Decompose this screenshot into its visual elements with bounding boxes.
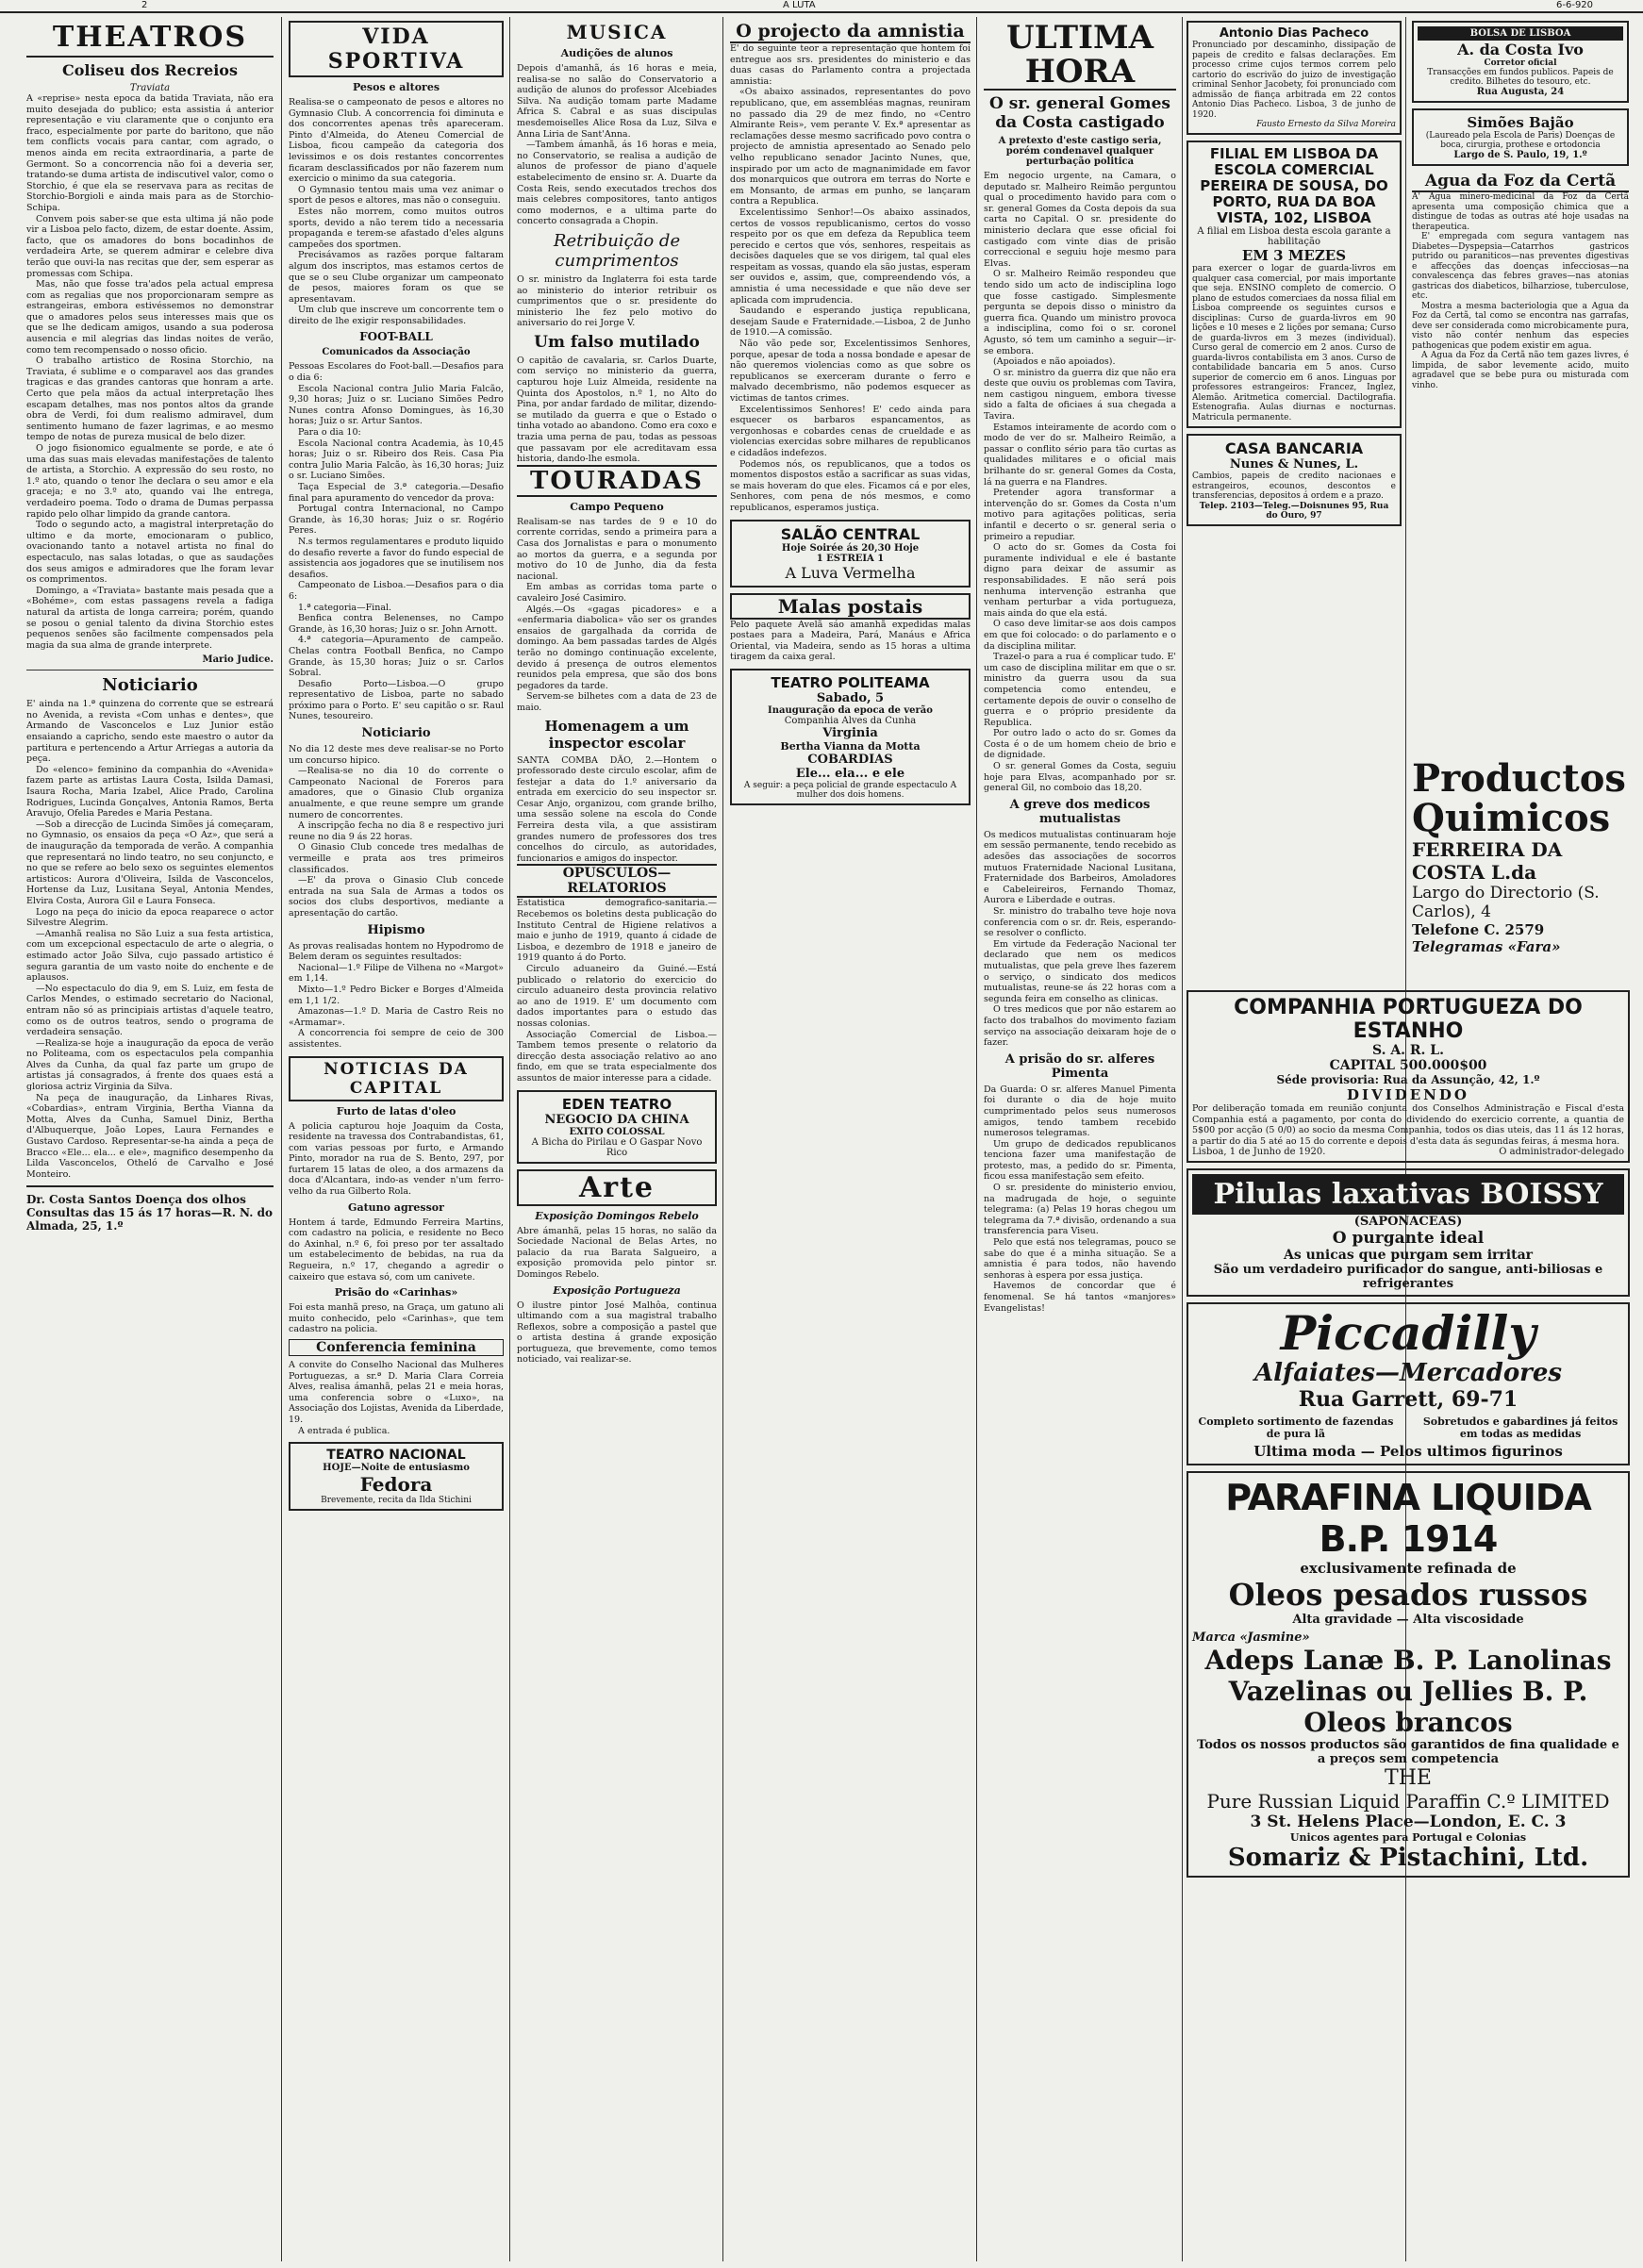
paragraph: 4.ª categoria—Apuramento de campeão. Chelas contra Football Benfica, no Campo Grande, às 15,30 horas; Juiz o sr. Carlos Sobral. bbox=[289, 635, 504, 679]
ad-text: Unicos agentes para Portugal e Colonias bbox=[1289, 1831, 1527, 1845]
ad-text: (Laureado pela Escola de Paris) Doenças de boca, cirurgia, prothese e ortodoncia bbox=[1425, 131, 1616, 150]
heading: O projecto da amnistia bbox=[730, 21, 971, 43]
paragraph: Na peça de inauguração, da Linhares Rivas, «Cobardias», entram Virginia, Bertha Vianna da Motta, Alves da Cunha, Samuel Diniz, Bertha d'Albuquerque, João Lopes, Laura Fernandes e Gustavo Cardoso. Representar-se-ha ainda a peça de Bracco «Ele... ela... e ele», magnifico desempenho da Lilda Vasconcelos, Otheló de Carvalho e José Monteiro. bbox=[26, 1092, 274, 1180]
ad-subtitle: A filial em Lisboa desta escola garante a habilitação bbox=[1197, 226, 1391, 247]
ad-text: Todos os nossos productos são garantidos de fina qualidade e a preços sem competencia bbox=[1197, 1738, 1619, 1767]
ad-title: EDEN TEATRO bbox=[561, 1095, 672, 1113]
paragraph: Para o dia 10: bbox=[298, 427, 361, 439]
ad-brand: Marca «Jasmine» bbox=[1192, 1631, 1310, 1646]
ad-text: Transacções em fundos publicos. Papeis de credito. Bilhetes do tesouro, etc. bbox=[1427, 68, 1614, 87]
column-ads-left bbox=[1187, 21, 1402, 898]
ad-text: Pronunciado por descaminho, dissipação de papeis de credito e falsas declarações. Em processo crime cujos termos correm pelo cartorio do escrivão do juizo de investigação criminal Senhor Jacobety, foi pronunciado com admissão de fiança arbitrada em 22 contos Antonio Dias Pacheco. Lisboa, 3 de junho de 1920. bbox=[1192, 41, 1396, 120]
ad-text: Completo sortimento de fazendas de pura lã bbox=[1198, 1415, 1394, 1441]
casa-bancaria-ad bbox=[1187, 434, 1402, 526]
paragraph: O ilustre pintor José Malhôa, continua ultimando com a sua magistral trabalho Reflexos, sobre a composição a pastel que o artista destina á grande exposição portugueza, que brevemente, como temos noticiado, vai realizar-se. bbox=[517, 1300, 717, 1366]
ad-dividend: DIVIDENDO bbox=[1347, 1086, 1469, 1103]
paragraph: «Os abaixo assinados, representantes do povo republicano, que, em assembléas magnas, reuniram no passado dia 29 de mez findo, no «Centro Almirante Reis», vem perante V. Ex.ª apresentar as reclamações desse mesmo sacrificado povo contra o projecto de amnistia apresentado ao Senado pelo velho republicano senador Jacinto Nunes, que, inspirado por um acto de magnanimidade em favor dos monarquicos que outrora em terras do Norte e em Monsanto, de armas em punho, se lançaram contra a Republica. bbox=[730, 87, 971, 207]
column-rule bbox=[976, 17, 977, 2261]
paragraph: Mas, não que fosse tra'ados pela actual empresa com as regalias que nos proporcionaram sempre as estrangeiras, embora estivéssemos no demonstrar que o amadores pelos seus interesses mais que os que se lhe dedicam amigos, usando a sua poderosa ausencia e mil alegrias das lindas noites de verão, como tem recompensado o nosso oficio. bbox=[26, 279, 274, 356]
heading: A prisão do sr. alferes Pimenta bbox=[1004, 1051, 1155, 1081]
ad-play: Virginia bbox=[822, 725, 878, 740]
heading: A greve dos medicos mutualistas bbox=[1009, 797, 1151, 826]
teatro-nacional-ad bbox=[289, 1442, 504, 1511]
ad-title: FILIAL EM LISBOA DA ESCOLA COMERCIAL PEREIRA DE SOUSA, DO PORTO, RUA DA BOA VISTA, 102, LISBOA bbox=[1200, 145, 1388, 226]
paragraph: Realisam-se nas tardes de 9 e 10 do corrente corridas, sendo a primeira para a Casa dos Jornalistas e para o monumento ao mortos da guerra, e a segunda por motivo do 10 de Junho, dia da festa nacional. bbox=[517, 516, 717, 582]
estanho-ad bbox=[1187, 990, 1630, 1163]
paragraph: A convite do Conselho Nacional das Mulheres Portuguezas, a sr.ª D. Maria Clara Correia Alves, realisa ámanhã, pelas 21 e meia horas, uma conferencia sobre o «Luxo», na Associação dos Lojistas, Avenida da Liberdade, 19. bbox=[289, 1360, 504, 1425]
ad-subtitle: EXITO COLOSSAL bbox=[569, 1126, 665, 1137]
paragraph: Saudando e esperando justiça republicana, desejam Saude e Fraternidade.—Lisboa, 2 de Junho de 1910.—A comissão. bbox=[730, 306, 971, 339]
paragraph: E' ainda na 1.ª quinzena do corrente que se estreará no Avenida, a revista «Com unhas e dentes», que Armando de Vasconcelos e Luz Junior estão ensaiando a capricho, sendo este maestro o autor da partitura e pertencendo a Artur Arriegas a autoria da peça. bbox=[26, 699, 274, 765]
paragraph: Pessoas Escolares do Foot-ball.—Desafios para o dia 6: bbox=[289, 361, 504, 384]
ad-title: Piccadilly bbox=[1280, 1305, 1536, 1362]
paragraph: Escola Nacional contra Julio Maria Falcão, 9,30 horas; Juiz o sr. Luciano Simões Pedro Nunes contra Afonso Domingues, às 16,30 horas; Juiz o sr. Artur Santos. bbox=[289, 383, 504, 427]
ad-text: THE bbox=[1385, 1766, 1432, 1791]
politeama-ad bbox=[730, 669, 971, 805]
ad-subtitle: (SAPONACEAS) bbox=[1353, 1215, 1463, 1230]
subheading: Exposição Portugueza bbox=[553, 1283, 681, 1297]
ad-capital: CAPITAL 500.000$00 bbox=[1329, 1058, 1487, 1073]
paragraph: No dia 12 deste mes deve realisar-se no Porto um concurso hipico. bbox=[289, 744, 504, 766]
paragraph: SANTA COMBA DÃO, 2.—Hontem o professorado deste circulo escolar, afim de festejar a data do 1.º aniversario da entrada em exercicio do seu inspector sr. Cesar Anjo, organizou, com grande brilho, uma sessão solene na escola do Conde Ferreira desta vila, a que assistiram grandes numero de professores dos tres concelhos do circulo, as autoridades, funcionarios e amigos do inspector. bbox=[517, 754, 717, 864]
paragraph: Podemos nós, os republicanos, que a todos os momentos dispostos estão a sacrificar as suas vidas, se mais hoveram do que eles. Ficamos cá e por eles, Senhores, com pena de nós mesmos, e como republicanos, esperamos justiça. bbox=[730, 458, 971, 513]
ad-subtitle: Hoje Soirée ás 20,30 Hoje bbox=[781, 542, 920, 554]
ad-title: TEATRO NACIONAL bbox=[326, 1448, 466, 1464]
ad-subtitle: Sabado, 5 bbox=[816, 690, 885, 705]
paragraph: —Realiza-se hoje a inauguração da epoca de verão no Politeama, com os espectaculos pela companhia Alves da Cunha, da qual faz parte um grupo de artistas já consagrados, á frente dos quaes está a gloriosa actriz Virginia da Silva. bbox=[26, 1037, 274, 1093]
paragraph: Pelo paquete Avelã sáo amanhã expedidas malas postaes para a Madeira, Pará, Manáus e Africa Oriental, via Madeira, sendo as 15 horas a ultima tiragem da caixa geral. bbox=[730, 619, 971, 663]
parafina-ad bbox=[1187, 1471, 1630, 1878]
top-strip bbox=[0, 0, 1643, 13]
eden-teatro-ad bbox=[517, 1090, 717, 1164]
paragraph: Depois d'amanhã, ás 16 horas e meia, realisa-se no salão do Conservatorio a audição de alunos do professor Alcebiades Silva. Na audição tomam parte Madame Africa S. Cabral e as suas discipulas mesdemoiselles Alice Rosa da Luz, Silva e Anna Liria de Sant'Anna. bbox=[517, 63, 717, 140]
paragraph: Convem pois saber-se que esta ultima já não pode vir a Lisboa pelo facto, dizem, de estar doente. Assim, facto, que os amadores do bons bocadinhos de verdadeira Arte, se querem admirar e celebre diva terão que ouvi-la nas recitas que der, sem esperar as promessas com Schipa. bbox=[26, 213, 274, 279]
column-musica bbox=[517, 21, 717, 2256]
paragraph: O acto do sr. Gomes da Costa foi puramente individual e ele é bastante digno para deixar de assumir as responsabilidades. E não será pois nenhuma intervenção estranha que venham perturbar a vida portugueza, mais ainda do que ela está. bbox=[984, 542, 1176, 619]
ad-big: EM 3 MEZES bbox=[1241, 247, 1347, 264]
ad-title: Productos Quimicos bbox=[1412, 759, 1626, 840]
ad-subtitle: exclusivamente refinada de bbox=[1300, 1560, 1517, 1578]
subheading: Furto de latas d'oleo bbox=[336, 1104, 456, 1117]
piccadilly-ad bbox=[1187, 1302, 1630, 1465]
paragraph: Do «elenco» feminino da companhia do «Avenida» fazem parte as artistas Laura Costa, Isilda Damasi, Isaura Rocha, Maria Izabel, Alice Prado, Carolina Rodrigues, Lucinda Gonçalves, Antonia Ramos, Berta Aravujo, Ofelia Paredes e Maria Pestana. bbox=[26, 764, 274, 819]
column-rule bbox=[1182, 17, 1183, 2261]
ad-film: A Luva Vermelha bbox=[785, 563, 916, 582]
paragraph: O sr. presidente do ministerio enviou, na madrugada de hoje, o seguinte telegrama: (a) Pelas 19 horas chegou um telegrama da 7.ª divisão, ordenando a sua transferencia para Viseu. bbox=[984, 1183, 1176, 1237]
paragraph: Trazel-o para a rua é complicar tudo. E' um caso de disciplina militar em que o sr. ministro da guerra usou da sua competencia como entendeu, e certamente depois de ouvir o conselho de guerra e o próprio presidente da Republica. bbox=[984, 652, 1176, 728]
heading: Um falso mutilado bbox=[534, 332, 700, 352]
paragraph: Pelo que está nos telegramas, pouco se sabe do que é a minha situação. Se a amnistia é para todos, não havendo senhoras à espera por essa justiça. bbox=[984, 1237, 1176, 1281]
paragraph: A policia capturou hoje Joaquim da Costa, residente na travessa dos Contrabandistas, 61, com varias pessoas por furto, e Armando Pinto, morador na rua de S. Bento, 297, por furtarem 15 latas de oleo, a dos armazens da doca d'Alcantara, indo-as vender n'um ferro-velho da rua Gilberto Rola. bbox=[289, 1120, 504, 1198]
pacheco-notice bbox=[1187, 21, 1402, 135]
paragraph: E' do seguinte teor a representação que hontem foi entregue aos srs. presidentes do ministerio e das duas casas do Parlamento contra a projectada amnistia: bbox=[730, 43, 971, 87]
ad-text: para exercer o logar de guarda-livros em qualquer casa comercial, por mais importante que seja. ENSINO completo de comercio. O plano de estudos comerciaes da nossa filial em Lisboa compreende os seguintes cursos e disciplinas: Curso de guarda-livros em 90 lições e 10 meses e 2 lições por semana; Curso de guarda-livros em 3 mezes (individual). Curso geral de comercio em 2 anos. Curso de guarda-livros contabilista em 3 anos. Curso de contabilidade bancaria em 5 anos. Curso superior de comercio em 6 anos. Linguas por professores estrangeiros: Francez, Inglez, Alemão. Aritmetica comercial. Dactilografia. Estenografia. Aulas diurnas e nocturnas. Matricula permanente. bbox=[1192, 264, 1396, 422]
ad-text: Por deliberação tomada em reunião conjunta dos Conselhos Administração e Fiscal d'esta Companhia está a pagamento, por conta do dividendo do exercicio corrente, a quantia de 5$00 por acção (5 0/0) ao socio da mesma Companhia, todos os dias uteis, das 11 ás 12 horas, a partir do dia 5 até ao 15 do corrente e depois d'esta data ás segundas feiras, á mesma hora. bbox=[1192, 1103, 1624, 1147]
subheading: Pesos e altores bbox=[352, 81, 440, 93]
ad-line: Adeps Lanæ B. P. Lanolinas bbox=[1204, 1645, 1612, 1677]
heading: O sr. general Gomes da Costa castigado bbox=[989, 94, 1170, 132]
heading: Malas postais bbox=[730, 593, 971, 620]
ad-name: A. da Costa Ivo bbox=[1457, 41, 1584, 58]
ad-text: Alta gravidade — Alta viscosidade bbox=[1292, 1613, 1524, 1628]
paragraph: Um club que inscreve um concorrente tem o direito de lhe exigir responsabilidades. bbox=[289, 305, 504, 326]
paragraph: O caso deve limitar-se aos dois campos em que foi colocado: o do parlamento e o da disciplina militar. bbox=[984, 619, 1176, 652]
traviata-subtitle: Traviata bbox=[129, 83, 171, 93]
section-title-musica: MUSICA bbox=[566, 21, 668, 43]
page-number: 2 bbox=[141, 0, 148, 10]
ad-play: Fedora bbox=[359, 1473, 433, 1497]
paragraph: —E' da prova o Ginasio Club concede entrada na sua Sala de Armas a todos os socios dos clubs desportivos, mediante a apresentação do cartão. bbox=[289, 875, 504, 919]
paragraph: O sr. ministro da guerra diz que não era deste que ouviu os problemas com Tavira, nem castigou ninguem, embora tivesse sido a falta de oficiaes á sua chegada a Tavira. bbox=[984, 367, 1176, 422]
paragraph: A «reprise» nesta epoca da batida Traviata, não era muito desejada do publico; esta assistia á anterior representação e viu claramente que o conjunto era fraco, especialmente por parte do baritono, que não tem conflicts vocais para cantar, com agrado, o menos ainda em recita extraordinaria, a parte de Germont. So a concorrencia não foi a deveria ser, tratando-se duma artista de indiscutivel valor, como o Storchio, é que ela se reservava para as recitas de Storchio-Borgioli e ainda mais para as de Storchio-Schipa. bbox=[26, 93, 274, 213]
paragraph: A inscripção fecha no dia 8 e respectivo juri reune no dia 9 ás 22 horas. bbox=[289, 820, 504, 842]
ad-title: TEATRO POLITEAMA bbox=[771, 673, 930, 691]
paragraph: Taça Especial de 3.ª categoria.—Desafio final para apuramento do vencedor da prova: bbox=[289, 482, 504, 504]
paragraph: Em negocio urgente, na Camara, o deputado sr. Malheiro Reimão perguntou qual o procedimento havido para com o sr. general Gomes da Costa depois da sua carta no Capital. O sr. presidente do ministerio declara que esse oficial foi castigado com vinte dias de prisão correccional e seguiu hoje mesmo para Elvas. bbox=[984, 171, 1176, 269]
paragraph: Precisávamos as razões porque faltaram algum dos inscriptos, mas estamos certos de que se o seu Clube organizar um campeonato de pesos, maiores foram os que se apresentavam. bbox=[289, 250, 504, 305]
ad-address: Rua Augusta, 24 bbox=[1476, 87, 1565, 97]
paragraph: Servem-se bilhetes com a data de 23 de maio. bbox=[517, 691, 717, 713]
paragraph: Associação Comercial de Lisboa.—Tambem temos presente o relatorio da direcção desta associação relativo ao ano findo, em que se trata especialmente dos assuntos de maior interesse para a cidade. bbox=[517, 1029, 717, 1084]
bolsa-ad bbox=[1412, 21, 1629, 103]
ad-text: Sobretudos e gabardines já feitos em todas as medidas bbox=[1422, 1415, 1618, 1441]
paragraph: Benfica contra Belenenses, no Campo Grande, às 16,30 horas; Juiz o sr. John Arnott. bbox=[289, 613, 504, 635]
subheading: FOOT-BALL bbox=[359, 330, 433, 344]
ad-subtitle: 1 ESTREIA 1 bbox=[816, 553, 885, 564]
subheading: Hipismo bbox=[367, 922, 425, 937]
salao-central-ad bbox=[730, 520, 971, 588]
paragraph: 1.ª categoria—Final. bbox=[298, 602, 392, 613]
heading: OPUSCULOS—RELATORIOS bbox=[517, 864, 717, 898]
ad-text: E' empregada com segura vantagem nas Diabetes—Dyspepsia—Catarrhos gastricos putrido ou paraniticos—nas preventes digestivas e affecções das doenças infecciosas—na convalescença das febres graves—nas atonias gastricas dos diabeticos, bilharziose, tuberculose, etc. bbox=[1412, 232, 1629, 301]
ad-line: Vazelinas ou Jellies B. P. bbox=[1228, 1676, 1588, 1708]
ad-title: SALÃO CENTRAL bbox=[780, 524, 921, 543]
column-amnistia bbox=[730, 21, 971, 2256]
ad-date: Lisboa, 1 de Junho de 1920. bbox=[1192, 1147, 1326, 1158]
paragraph: Os medicos mutualistas continuaram hoje em sessão permanente, tendo recebido as adesões das associações de socorros mutuos Fraternidade Nacional Lusitana, Fraternidade dos Barbeiros, Amoladores e Cabeleireiros, Fernando Thomaz, Aurora e Liberdade e outras. bbox=[984, 829, 1176, 906]
ad-title: Simões Bajão bbox=[1467, 114, 1574, 131]
paragraph: Sr. ministro do trabalho teve hoje nova conferencia com o sr. dr. Reis, esperando-se resolver o conflicto. bbox=[984, 906, 1176, 939]
ad-telegram: Telegramas «Fara» bbox=[1412, 938, 1561, 955]
paragraph: —No espectaculo do dia 9, em S. Luiz, em festa de Carlos Mendes, o estimado secretario do Nacional, entram não só as principiais artistas d'aquele teatro, como os de outros teatros, sendo o programa de verdadeira sensação. bbox=[26, 983, 274, 1038]
paragraph: O sr. ministro da Inglaterra foi esta tarde ao ministerio do interior retribuir os cumprimentos que o sr. presidente do ministerio lhe fez pelo motivo do aniversario do rei Jorge V. bbox=[517, 273, 717, 329]
ad-text: A' Agua minero-medicinal da Foz da Certã apresenta uma composição chimica que a distingue de todas as outras até hoje usadas na therapeutica. bbox=[1412, 192, 1629, 232]
paragraph: Estatistica demografico-sanitaria.—Recebemos os boletins desta publicação do Instituto Central de Higiene relativos a maio e junho de 1919, quanto á cidade de Lisboa, e dezembro de 1918 e janeiro de 1919 quanto á do Porto. bbox=[517, 898, 717, 964]
ad-subtitle: Nunes & Nunes, L. bbox=[1229, 457, 1359, 472]
paragraph: Por outro lado o acto do sr. Gomes da Costa é o de um homem cheio de brio e de dignidade. bbox=[984, 728, 1176, 761]
ad-seat: Séde provisoria: Rua da Assunção, 42, 1.º bbox=[1276, 1073, 1540, 1086]
ad-title: Antonio Dias Pacheco bbox=[1219, 26, 1369, 41]
ad-name: FERREIRA DA COSTA L.da bbox=[1412, 838, 1563, 884]
ad-signature: O administrador-delegado bbox=[1499, 1147, 1624, 1158]
ad-subtitle: Companhia Alves da Cunha bbox=[784, 715, 917, 726]
noticiario-title: Noticiario bbox=[102, 675, 198, 696]
ad-company: Pure Russian Liquid Paraffin C.º LIMITED bbox=[1206, 1790, 1610, 1813]
ad-big: Oleos pesados russos bbox=[1228, 1577, 1588, 1614]
paragraph: Escola Nacional contra Academia, às 10,45 horas; Juiz o sr. Ribeiro dos Reis. Casa Pia contra Julio Maria Falcão, às 16,30 horas; Juiz o sr. Luciano Simões. bbox=[289, 438, 504, 482]
paragraph: Estes não morrem, como muitos outros sports, devido a não terem tido a necessaria propaganda e terem-se afastado d'eles alguns campeões dos sportmen. bbox=[289, 206, 504, 250]
ad-subtitle: A Bicha do Pirilau e O Gaspar Novo Rico bbox=[531, 1136, 703, 1158]
section-title-sportiva: VIDA SPORTIVA bbox=[289, 21, 504, 77]
ad-names: Somariz & Pistachini, Ltd. bbox=[1227, 1844, 1589, 1873]
paragraph: Desafio Porto—Lisboa.—O grupo representativo de Lisboa, parte no sabado próximo para o Porto. E' seu capitão o sr. Raul Nunes, tesoureiro. bbox=[289, 678, 504, 722]
subheading: Comunicados da Associação bbox=[322, 347, 471, 358]
ad-note: A seguir: a peça policial de grande espectaculo A mulher dos dois homens. bbox=[743, 780, 957, 800]
paragraph: Mixto—1.º Pedro Bicker e Borges d'Almeida em 1,1 1/2. bbox=[289, 984, 504, 1006]
paragraph: Foi esta manhã preso, na Graça, um gatuno ali muito conhecido, pelo «Carinhas», que tem cadastro na policia. bbox=[289, 1302, 504, 1335]
paragraph: O sr. general Gomes da Costa, seguiu hoje para Elvas, acompanhado por sr. general Gil, no comboio das 18,20. bbox=[984, 761, 1176, 794]
paragraph: Logo na peça do inicio da epoca reaparece o actor Silvestre Alegrim. bbox=[26, 906, 274, 929]
subheading: Conferencia feminina bbox=[289, 1339, 504, 1356]
ad-play: Bertha Vianna da Motta bbox=[780, 739, 921, 753]
simoes-bajao-ad bbox=[1412, 108, 1629, 166]
paragraph: Circulo aduaneiro da Guiné.—Está publicado o relatorio do exercicio do circulo aduaneiro desta provincia relativo ao ano de 1919. E' um documento com dados importantes para o estudo das nossas colonias. bbox=[517, 964, 717, 1029]
section-title-capital: NOTICIAS DA CAPITAL bbox=[289, 1056, 504, 1101]
ad-title: BOLSA DE LISBOA bbox=[1418, 26, 1623, 41]
paragraph: Da Guarda: O sr. alferes Manuel Pimenta foi durante o dia de hoje muito cumprimentado pelos seus numerosos amigos, tendo tambem recebido numerosos telegramas. bbox=[984, 1084, 1176, 1139]
ad-address: Largo de S. Paulo, 19, 1.º bbox=[1453, 150, 1587, 160]
ad-title: Pilulas laxativas BOISSY bbox=[1192, 1174, 1624, 1215]
ad-play: Ele... ela... e ele bbox=[795, 766, 905, 781]
ad-title: Agua da Foz da Certã bbox=[1412, 172, 1629, 192]
paragraph: Em virtude da Federação Nacional ter declarado que nem os medicos mutualistas, que pela greve lhes fazerem o serviço, o sindicato dos medicos mutualistas, reune-se ás 22 horas com a segunda feira em conselho as clinicas. bbox=[984, 938, 1176, 1004]
ad-subtitle: Inauguração da epoca de verão bbox=[768, 704, 933, 716]
paragraph: A entrada é publica. bbox=[298, 1425, 390, 1436]
column-rule bbox=[509, 17, 510, 2261]
paragraph: Em ambas as corridas toma parte o cavaleiro José Casimiro. bbox=[517, 582, 717, 604]
coliseu-title: Coliseu dos Recreios bbox=[62, 61, 238, 79]
ad-address: 3 St. Helens Place—London, E. C. 3 bbox=[1250, 1813, 1567, 1832]
paragraph: N.s termos regulamentares e produto liquido do desafio reverte a favor do fundo especial de assistencia aos jogadores que se inutilisem nos desafios. bbox=[289, 536, 504, 580]
subheading: Audições de alunos bbox=[560, 47, 673, 59]
paragraph: Hontem á tarde, Edmundo Ferreira Martins, com cadastro na policia, e residente no Beco do Axinhal, n.º 6, foi preso por ter assaltado um estabelecimento de bebidas, na rua da Regueira, n.º 17, chegando a agredir o caixeiro que estava só, com um canivete. bbox=[289, 1217, 504, 1283]
heading: Arte bbox=[517, 1169, 717, 1206]
ad-subtitle: Alfaiates—Mercadores bbox=[1253, 1359, 1563, 1388]
paragraph: Um grupo de dedicados republicanos tenciona fazer uma manifestação de protesto, mas, a pedido do sr. Pimenta, ficou essa manifestação sem efeito. bbox=[984, 1138, 1176, 1183]
paragraph: —Realisa-se no dia 10 do corrente o Campeonato Nacional de Foreros para amadores, que o Ginasio Club organiza anualmente, e que reune sempre um grande numero de concorrentes. bbox=[289, 766, 504, 820]
ad-address: Telep. 2103—Teleg.—Doisnunes 95, Rua do Ouro, 97 bbox=[1199, 501, 1389, 521]
paragraph: O tres medicos que por não estarem ao facto dos trabalhos do movimento faziam serviço na associação deixaram hoje de o fazer. bbox=[984, 1004, 1176, 1049]
paragraph: O capitão de cavalaria, sr. Carlos Duarte, com serviço no ministerio da guerra, capturou hoje Luiz Almeida, residente na Quinta dos Apostolos, n.º 1, no Alto do Pina, por andar fardado de militar, dizendo-se mutilado da guerra e que o Estado o tinha votado ao abandono. Como era coxo e trazia uma perna de pau, todas as pessoas que passavam por ele acreditavam essa historia, dando-lhe esmola. bbox=[517, 355, 717, 465]
column-ultima-hora bbox=[984, 21, 1176, 2256]
paragraph: Excelentissimo Senhor!—Os abaixo assinados, certos de vossos republicanismo, certos do vosso respeito por os que em defeza da Republica teem perecido e certos que vós, senhores, respeitais as decisões daqueles que se vos dirigem, tal qual eles respeitam as vossas, quando ela são justas, esperam ser ouvidos e, assim, que, compreendendo vós, a amnistia é uma necessidade e que não deve ser aplicada com imprudencia. bbox=[730, 207, 971, 306]
paragraph: Campeonato de Lisboa.—Desafios para o dia 6: bbox=[289, 580, 504, 602]
paragraph: Havemos de concordar que é fenomenal. Se há tantos «manjores» Evangelistas! bbox=[984, 1281, 1176, 1314]
column-rule bbox=[281, 17, 282, 2261]
paragraph: Nacional—1.º Filipe de Vilhena no «Margot» em 1,14. bbox=[289, 962, 504, 985]
paragraph: Todo o segundo acto, a magistral interpretação do ultimo e da morte, emocionaram o publico, ovacionando tanto a notavel artista no final do espectaculo, nas salas lotadas, o que as saudações dos seus amigos e admiradores que lhe foram levar os comprimentos. bbox=[26, 520, 274, 586]
paragraph: Abre ámanhã, pelas 15 horas, no salão da Sociedade Nacional de Belas Artes, no palacio da rua Barata Salgueiro, a exposição promovida pelo pintor sr. Domingos Rebelo. bbox=[517, 1225, 717, 1280]
ad-note: Brevemente, recita da Ilda Stichini bbox=[321, 1496, 472, 1506]
signature: Mario Judice. bbox=[202, 654, 274, 666]
subheading: Gatuno agressor bbox=[348, 1200, 444, 1214]
wide-ads bbox=[1187, 990, 1630, 2254]
paragraph: Realisa-se o campeonato de pesos e altores no Gymnasio Club. A concorrencia foi diminuta e dos concorrentes apenas três apareceram. Pinto d'Almeida, do Ateneu Comercial de Lisboa, ficou campeão da categoria dos levissimos e os dois restantes concorrentes ficaram desclassificados por não fazerem num exercicio o minimo da sua categoria. bbox=[289, 97, 504, 185]
paragraph: —Tambem ámanhã, ás 16 horas e meia, no Conservatorio, se realisa a audição de alunos de professor de piano d'aquele estabelecimento de ensino sr. A. Duarte da Costa Reis, sendo executados trechos dos mais celebres compositores, tanto antigos como modernos, e a ultima parte do concerto consagrada a Chopin. bbox=[517, 140, 717, 227]
productos-quimicos-ad bbox=[1412, 759, 1629, 985]
subheading: Prisão do «Carinhas» bbox=[334, 1286, 458, 1300]
paragraph: —Sob a direcção de Lucinda Simões já começaram, no Gymnasio, os ensaios da peça «O Az», que será a de inauguração da temporada de verão. A companhia que representará no lindo teatro, no seu conjuncto, e no que se refere ao belo sexo os seguintes elementos artisticos: Aurora d'Oliveira, Isilda de Vasconcelos, Hortense da Luz, Lusitana Seyal, Antonia Mendes, Elvira Costa, Aurora Gil e Laura Fonseca. bbox=[26, 819, 274, 906]
doctor-ad: Dr. Costa Santos Doença dos olhos Consultas das 15 ás 17 horas—R. N. do Almada, 25, 1.º bbox=[26, 1193, 273, 1233]
heading: Retribuição de cumprimentos bbox=[553, 230, 681, 271]
paragraph: A concorrencia foi sempre de ceio de 300 assistentes. bbox=[289, 1028, 504, 1050]
paragraph: Não vão pede sor, Excelentissimos Senhores, porque, apesar de toda a nossa bondade e apesar de não queremos violencias como as que sobre os republicanos se exerceram durante o ferro e malvado decembrismo, não podemos esquecer as victimas de tantos crimes. bbox=[730, 339, 971, 404]
paragraph: As provas realisadas hontem no Hypodromo de Belem deram os seguintes resultados: bbox=[289, 940, 504, 963]
escola-comercial-ad bbox=[1187, 141, 1402, 428]
paragraph: O jogo fisionomico egualmente se porde, e ate ó uma das suas mais elevadas manifestações de talento de artista, a Storchio. A expressão do seu rosto, no 1.º ato, quando o tenor lhe declara o seu amor e ela graceja; e no 3.º ato, quando vai lhe entrega, verdadeiro poema. Todo o drama de Dumas perpassa rapido pelo olhar limpido da grande cantora. bbox=[26, 443, 274, 520]
ad-title: COMPANHIA PORTUGUEZA DO ESTANHO bbox=[1234, 996, 1583, 1043]
date-stamp: 6-6-920 bbox=[1556, 0, 1594, 10]
paragraph: O Ginasio Club concede tres medalhas de vermeille e prata aos tres primeiros classificados. bbox=[289, 842, 504, 875]
subheading: A pretexto d'este castigo seria, porém condenavel qualquer perturbação politica bbox=[998, 136, 1162, 167]
heading: TOURADAS bbox=[517, 465, 717, 497]
section-title-theatros: THEATROS bbox=[26, 21, 274, 58]
column-sportiva bbox=[289, 21, 504, 2256]
ad-play: COBARDIAS bbox=[807, 752, 893, 767]
paragraph: O sr. Malheiro Reimão respondeu que tendo sido um acto de indisciplina logo que fosse castigado. Simplesmente pergunta se depois disso o ministro da guerra fica. Quando um ministro provoca a indisciplina, como foi o sr. coronel Agusto, só tem um caminho a seguir—ir-se embora. bbox=[984, 269, 1176, 356]
ad-text: As unicas que purgam sem irritar bbox=[1283, 1248, 1534, 1264]
paragraph: Excelentissimos Senhores! E' cedo ainda para esquecer os barbaros espancamentos, as vergonhosas e cobardes cenas de crueldade e as violencias exercidas sobre milhares de republicanos e cidadãos indefezos. bbox=[730, 404, 971, 458]
ad-title: PARAFINA LIQUIDA B.P. 1914 bbox=[1225, 1477, 1591, 1561]
paragraph: Portugal contra Internacional, no Campo Grande, às 16,30 horas; Juiz o sr. Rogério Peres. bbox=[289, 504, 504, 537]
ad-subtitle: O purgante ideal bbox=[1332, 1229, 1485, 1249]
paragraph: Amazonas—1.º D. Maria de Castro Reis no «Armamar». bbox=[289, 1006, 504, 1028]
masthead-small: A LUTA bbox=[783, 0, 816, 10]
ad-line: Oleos brancos bbox=[1303, 1707, 1513, 1739]
ad-address: Largo do Directorio (S. Carlos), 4 bbox=[1412, 884, 1600, 921]
paragraph: Domingo, a «Traviata» bastante mais pesada que a «Bohéme», com estas passagens revela a fadiga natural da artista de longa carreira; porém, quando se posou o genial talento da divina Storchio estes pequenos senões são facilmente compensados pela magia da sua alma de grande interprete. bbox=[26, 585, 274, 651]
paragraph: Algés.—Os «gagas picadores» e a «enfermaria diabolica» vão ser os grandes ensaios de gargalhada da corrida de domingo. Aa bem passadas tardes de Algés terão no domingo continuação excelente, devido á presença de outros elementos reunidos pela empresa, que são dos bons pegadores da tarde. bbox=[517, 604, 717, 691]
column-theatros bbox=[26, 21, 274, 2256]
ad-text: Mostra a mesma bacteriologia que a Agua da Foz da Certã, tal como se encontra nas garrafas, deve ser considerada como microbicamente pura, visto não contér nenhum das especies pathogenicas que podem existir em agua. bbox=[1412, 301, 1629, 351]
ad-subtitle: Corretor oficial bbox=[1484, 58, 1557, 68]
column-rule bbox=[722, 17, 723, 2261]
ad-subtitle: NEGOCIO DA CHINA bbox=[544, 1112, 689, 1127]
ad-signature: Fausto Ernesto da Silva Moreira bbox=[1256, 120, 1396, 129]
paragraph: O trabalho artistico de Rosina Storchio, na Traviata, é sublime e o comparavel aos das grandes tragicas e das grandes cantoras que honram a arte. Certo que pela mãos da actual interpretação lhes escapam detalhes, mas nos pontos altos da grande obra de Verdi, foi dum realismo admiravel, dum sentimento humano de fazer lagrimas, e ao mesmo tempo de notas de pureza musical de belo dizer. bbox=[26, 356, 274, 443]
paragraph: (Apoiados e não apoiados). bbox=[993, 356, 1116, 368]
ad-address: Rua Garrett, 69-71 bbox=[1298, 1387, 1519, 1413]
paragraph: Estamos inteiramente de acordo com o modo de ver do sr. Malheiro Reimão, a passar o conflito sério para tão curtas as qualidades militares e o oficial mais brilhante do sr. general Gomes da Costa, lá na guerra e na Flandres. bbox=[984, 422, 1176, 488]
subheading: Noticiario bbox=[361, 726, 431, 741]
ad-subtitle: HOJE—Noite de entusiasmo bbox=[323, 1463, 470, 1474]
ad-subtitle: S. A. R. L. bbox=[1371, 1043, 1445, 1058]
paragraph: Pretender agora transformar a intervenção do sr. Gomes da Costa n'um motivo para agitações politicas, seria infantil e decerto o sr. general seria o primeiro a repudiar. bbox=[984, 488, 1176, 542]
heading: Homenagem a um inspector escolar bbox=[544, 717, 689, 752]
ad-text: Cambios, papeis de credito nacionaes e estrangeiros, ecounos, descontos e transferencias, depositos á ordem e a prazo. bbox=[1192, 472, 1396, 501]
ad-text: Ultima moda — Pelos ultimos figurinos bbox=[1253, 1443, 1563, 1461]
ad-title: CASA BANCARIA bbox=[1224, 439, 1364, 457]
boissy-ad bbox=[1187, 1168, 1630, 1297]
subheading: Exposição Domingos Rebelo bbox=[535, 1209, 699, 1222]
paragraph: O Gymnasio tentou mais uma vez animar o sport de pesos e altores, mas não o conseguiu. bbox=[289, 184, 504, 207]
ad-text: A Agua da Foz da Certã não tem gazes livres, é limpida, de sabor levemente acido, muito agradavel que se bebe pura ou misturada com vinho. bbox=[1412, 351, 1629, 390]
ad-text: São um verdadeiro purificador do sangue, anti-biliosas e refrigerantes bbox=[1213, 1263, 1603, 1292]
paragraph: —Amanhã realisa no São Luiz a sua festa artistica, com um excepcional espectaculo de arte o alegria, o estimado actor João Silva, cujo passado artistico é segura garantia de um vasto noite do enchente e de aplausos. bbox=[26, 928, 274, 984]
subheading: Campo Pequeno bbox=[570, 500, 664, 513]
heading: ULTIMA HORA bbox=[984, 21, 1176, 91]
ad-phone: Telefone C. 2579 bbox=[1412, 921, 1545, 938]
